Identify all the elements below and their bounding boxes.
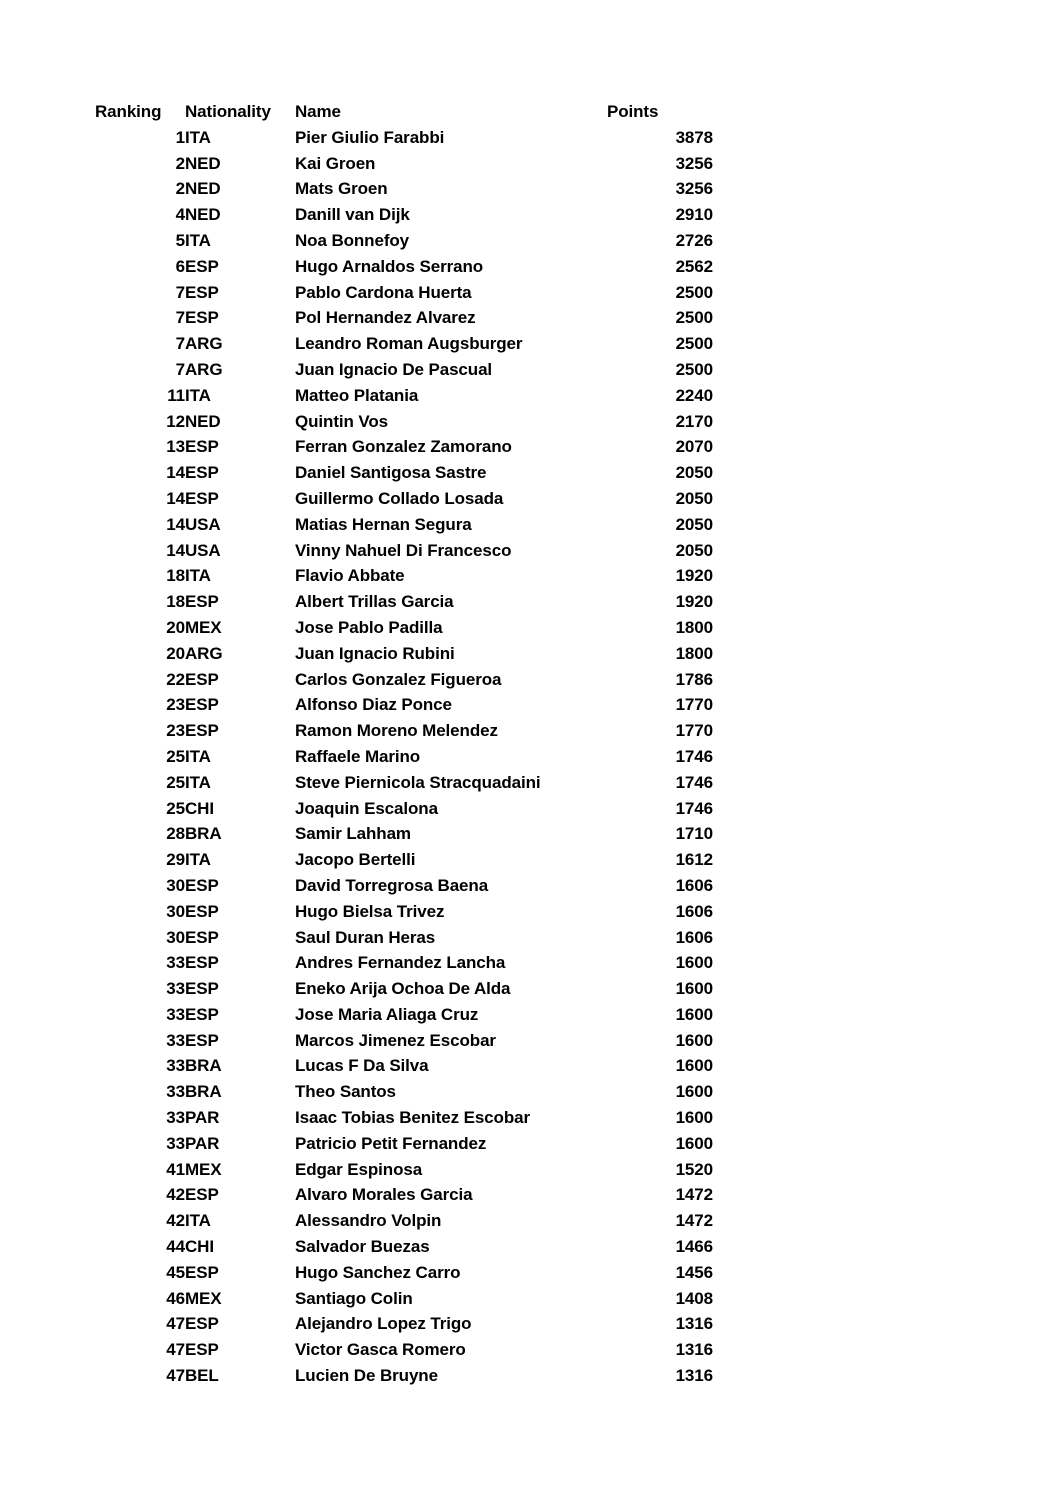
table-row — [95, 1286, 713, 1312]
cell-nationality: NED — [185, 153, 221, 173]
cell-points: 1600 — [675, 1004, 713, 1024]
cell-points: 1316 — [675, 1340, 713, 1360]
cell-nationality: ESP — [185, 1262, 219, 1282]
cell-nationality: ESP — [185, 901, 219, 921]
cell-name: Lucas F Da Silva — [295, 1056, 429, 1076]
cell-name: Alvaro Morales Garcia — [295, 1185, 473, 1205]
cell-points: 1606 — [675, 927, 713, 947]
cell-name: Hugo Sanchez Carro — [295, 1262, 461, 1282]
table-row — [95, 1002, 713, 1028]
cell-points: 1746 — [675, 798, 713, 818]
cell-name: Pol Hernandez Alvarez — [295, 308, 476, 328]
table-body — [95, 125, 713, 1389]
cell-name: Jacopo Bertelli — [295, 850, 416, 870]
cell-nationality: ESP — [185, 721, 219, 741]
cell-points: 2240 — [675, 385, 713, 405]
cell-name: Santiago Colin — [295, 1288, 413, 1308]
cell-ranking: 47 — [166, 1314, 185, 1334]
cell-ranking: 7 — [175, 334, 185, 354]
table-row — [95, 1208, 713, 1234]
cell-ranking: 28 — [166, 824, 185, 844]
cell-name: Pablo Cardona Huerta — [295, 282, 472, 302]
cell-ranking: 18 — [166, 592, 185, 612]
cell-ranking: 33 — [166, 1108, 185, 1128]
cell-ranking: 14 — [166, 540, 185, 560]
cell-nationality: MEX — [185, 1159, 222, 1179]
table-row — [95, 331, 713, 357]
cell-nationality: NED — [185, 205, 221, 225]
cell-name: Carlos Gonzalez Figueroa — [295, 669, 502, 689]
cell-ranking: 33 — [166, 1082, 185, 1102]
table-row — [95, 976, 713, 1002]
cell-points: 1316 — [675, 1314, 713, 1334]
table-row — [95, 383, 713, 409]
table-row — [95, 460, 713, 486]
cell-name: Patricio Petit Fernandez — [295, 1133, 487, 1153]
cell-name: Kai Groen — [295, 153, 376, 173]
table-row — [95, 692, 713, 718]
cell-points: 1600 — [675, 979, 713, 999]
cell-ranking: 6 — [175, 256, 185, 276]
cell-points: 1770 — [675, 695, 713, 715]
cell-nationality: BRA — [185, 1082, 222, 1102]
cell-ranking: 30 — [166, 875, 185, 895]
cell-nationality: ITA — [185, 385, 211, 405]
table-row — [95, 1311, 713, 1337]
cell-nationality: ESP — [185, 308, 219, 328]
table-row — [95, 1079, 713, 1105]
cell-ranking: 14 — [166, 488, 185, 508]
cell-points: 1606 — [675, 901, 713, 921]
table-row — [95, 563, 713, 589]
cell-nationality: BRA — [185, 824, 222, 844]
cell-name: Marcos Jimenez Escobar — [295, 1030, 496, 1050]
cell-name: Daniel Santigosa Sastre — [295, 463, 487, 483]
cell-nationality: ESP — [185, 875, 219, 895]
header-row — [95, 99, 713, 125]
cell-points: 1316 — [675, 1366, 713, 1386]
table-row — [95, 151, 713, 177]
cell-points: 2500 — [675, 334, 713, 354]
cell-nationality: ITA — [185, 566, 211, 586]
cell-nationality: USA — [185, 540, 221, 560]
table-row — [95, 615, 713, 641]
table-row — [95, 1028, 713, 1054]
table-row — [95, 1337, 713, 1363]
table-row — [95, 1053, 713, 1079]
cell-name: Matias Hernan Segura — [295, 514, 472, 534]
cell-ranking: 47 — [166, 1340, 185, 1360]
cell-points: 1600 — [675, 1082, 713, 1102]
cell-name: Theo Santos — [295, 1082, 396, 1102]
cell-points: 2050 — [675, 540, 713, 560]
cell-points: 1786 — [675, 669, 713, 689]
cell-points: 1920 — [675, 592, 713, 612]
cell-name: Alejandro Lopez Trigo — [295, 1314, 472, 1334]
table-row — [95, 486, 713, 512]
cell-ranking: 30 — [166, 901, 185, 921]
table-row — [95, 847, 713, 873]
table-row — [95, 280, 713, 306]
cell-ranking: 2 — [175, 179, 185, 199]
cell-ranking: 23 — [166, 721, 185, 741]
cell-ranking: 2 — [175, 153, 185, 173]
cell-name: Flavio Abbate — [295, 566, 405, 586]
cell-name: Samir Lahham — [295, 824, 411, 844]
cell-nationality: ESP — [185, 669, 219, 689]
table-row — [95, 538, 713, 564]
cell-name: Quintin Vos — [295, 411, 389, 431]
cell-nationality: ESP — [185, 592, 219, 612]
cell-nationality: MEX — [185, 1288, 222, 1308]
cell-nationality: ITA — [185, 127, 211, 147]
cell-nationality: BRA — [185, 1056, 222, 1076]
table-row — [95, 1131, 713, 1157]
cell-points: 3256 — [675, 153, 713, 173]
table-row — [95, 1363, 713, 1389]
cell-name: Salvador Buezas — [295, 1237, 430, 1257]
cell-points: 1710 — [675, 824, 713, 844]
cell-points: 2500 — [675, 282, 713, 302]
cell-points: 1606 — [675, 875, 713, 895]
cell-nationality: PAR — [185, 1133, 220, 1153]
table-row — [95, 176, 713, 202]
cell-points: 1770 — [675, 721, 713, 741]
cell-points: 2726 — [675, 230, 713, 250]
cell-name: Eneko Arija Ochoa De Alda — [295, 979, 511, 999]
cell-points: 2050 — [675, 514, 713, 534]
cell-points: 2500 — [675, 359, 713, 379]
cell-nationality: ITA — [185, 1211, 211, 1231]
cell-ranking: 7 — [175, 282, 185, 302]
cell-points: 2050 — [675, 463, 713, 483]
table-row — [95, 667, 713, 693]
cell-name: Victor Gasca Romero — [295, 1340, 466, 1360]
cell-name: Leandro Roman Augsburger — [295, 334, 523, 354]
cell-ranking: 42 — [166, 1185, 185, 1205]
table-row — [95, 305, 713, 331]
cell-name: Vinny Nahuel Di Francesco — [295, 540, 512, 560]
table-row — [95, 512, 713, 538]
cell-ranking: 14 — [166, 514, 185, 534]
cell-nationality: ARG — [185, 334, 223, 354]
table-row — [95, 770, 713, 796]
cell-ranking: 18 — [166, 566, 185, 586]
cell-points: 1600 — [675, 953, 713, 973]
cell-name: Jose Maria Aliaga Cruz — [295, 1004, 479, 1024]
cell-ranking: 45 — [166, 1262, 185, 1282]
cell-name: Matteo Platania — [295, 385, 419, 405]
cell-name: Alfonso Diaz Ponce — [295, 695, 452, 715]
cell-nationality: ESP — [185, 1340, 219, 1360]
table-row — [95, 744, 713, 770]
cell-points: 2070 — [675, 437, 713, 457]
cell-points: 2170 — [675, 411, 713, 431]
ranking-table — [95, 99, 713, 1389]
cell-points: 3256 — [675, 179, 713, 199]
header-ranking: Ranking — [95, 102, 162, 121]
table-row — [95, 821, 713, 847]
cell-ranking: 5 — [175, 230, 185, 250]
cell-nationality: NED — [185, 411, 221, 431]
cell-name: Alessandro Volpin — [295, 1211, 442, 1231]
cell-points: 2910 — [675, 205, 713, 225]
cell-nationality: ESP — [185, 437, 219, 457]
table-row — [95, 434, 713, 460]
table-row — [95, 589, 713, 615]
cell-points: 1612 — [675, 850, 713, 870]
cell-points: 1800 — [675, 617, 713, 637]
cell-ranking: 11 — [167, 385, 185, 405]
cell-ranking: 30 — [166, 927, 185, 947]
table-row — [95, 125, 713, 151]
cell-name: Juan Ignacio Rubini — [295, 643, 455, 663]
cell-nationality: NED — [185, 179, 221, 199]
cell-name: Isaac Tobias Benitez Escobar — [295, 1108, 530, 1128]
table-row — [95, 796, 713, 822]
cell-points: 1472 — [675, 1211, 713, 1231]
cell-ranking: 47 — [166, 1366, 185, 1386]
cell-nationality: ARG — [185, 643, 223, 663]
cell-points: 1408 — [675, 1288, 713, 1308]
cell-ranking: 33 — [166, 953, 185, 973]
table-row — [95, 950, 713, 976]
cell-nationality: CHI — [185, 798, 214, 818]
cell-nationality: ARG — [185, 359, 223, 379]
cell-ranking: 41 — [166, 1159, 185, 1179]
cell-points: 1600 — [675, 1030, 713, 1050]
cell-ranking: 14 — [166, 463, 185, 483]
cell-nationality: ITA — [185, 850, 211, 870]
cell-ranking: 25 — [166, 746, 185, 766]
cell-name: Jose Pablo Padilla — [295, 617, 443, 637]
cell-ranking: 23 — [166, 695, 185, 715]
cell-nationality: ITA — [185, 772, 211, 792]
cell-nationality: MEX — [185, 617, 222, 637]
cell-name: Pier Giulio Farabbi — [295, 127, 445, 147]
cell-name: David Torregrosa Baena — [295, 875, 489, 895]
cell-nationality: ESP — [185, 927, 219, 947]
cell-name: Saul Duran Heras — [295, 927, 436, 947]
cell-points: 2500 — [675, 308, 713, 328]
cell-points: 1920 — [675, 566, 713, 586]
table-row — [95, 899, 713, 925]
cell-points: 1600 — [675, 1133, 713, 1153]
cell-name: Ferran Gonzalez Zamorano — [295, 437, 512, 457]
cell-ranking: 42 — [166, 1211, 185, 1231]
cell-points: 1466 — [675, 1237, 713, 1257]
table-row — [95, 409, 713, 435]
table-row — [95, 718, 713, 744]
cell-nationality: ESP — [185, 953, 219, 973]
cell-points: 1600 — [675, 1056, 713, 1076]
cell-nationality: ITA — [185, 230, 211, 250]
table-row — [95, 641, 713, 667]
cell-name: Guillermo Collado Losada — [295, 488, 504, 508]
table-row — [95, 1260, 713, 1286]
cell-name: Steve Piernicola Stracquadaini — [295, 772, 541, 792]
cell-points: 2050 — [675, 488, 713, 508]
table-row — [95, 873, 713, 899]
header-name: Name — [295, 102, 341, 121]
cell-ranking: 22 — [166, 669, 185, 689]
cell-ranking: 25 — [166, 772, 185, 792]
table-row — [95, 925, 713, 951]
cell-name: Edgar Espinosa — [295, 1159, 423, 1179]
header-points: Points — [607, 102, 659, 121]
cell-nationality: ESP — [185, 282, 219, 302]
table-row — [95, 1105, 713, 1131]
cell-name: Lucien De Bruyne — [295, 1366, 438, 1386]
cell-nationality: ESP — [185, 1004, 219, 1024]
cell-name: Noa Bonnefoy — [295, 230, 410, 250]
cell-points: 1746 — [675, 746, 713, 766]
cell-ranking: 20 — [166, 643, 185, 663]
cell-ranking: 33 — [166, 1030, 185, 1050]
cell-ranking: 20 — [166, 617, 185, 637]
cell-nationality: PAR — [185, 1108, 220, 1128]
cell-name: Ramon Moreno Melendez — [295, 721, 498, 741]
cell-ranking: 44 — [166, 1237, 185, 1257]
table-row — [95, 202, 713, 228]
cell-points: 1472 — [675, 1185, 713, 1205]
cell-ranking: 33 — [166, 1133, 185, 1153]
cell-points: 1800 — [675, 643, 713, 663]
table-row — [95, 228, 713, 254]
cell-nationality: USA — [185, 514, 221, 534]
cell-name: Raffaele Marino — [295, 746, 421, 766]
cell-name: Andres Fernandez Lancha — [295, 953, 506, 973]
cell-ranking: 33 — [166, 1056, 185, 1076]
table-row — [95, 1182, 713, 1208]
cell-points: 1456 — [675, 1262, 713, 1282]
cell-ranking: 46 — [166, 1288, 185, 1308]
cell-name: Joaquin Escalona — [295, 798, 438, 818]
cell-nationality: CHI — [185, 1237, 214, 1257]
cell-ranking: 13 — [166, 437, 185, 457]
cell-ranking: 4 — [175, 205, 185, 225]
table-row — [95, 1234, 713, 1260]
cell-points: 2562 — [675, 256, 713, 276]
cell-nationality: ESP — [185, 1314, 219, 1334]
header-nationality: Nationality — [185, 102, 271, 121]
cell-nationality: ESP — [185, 1185, 219, 1205]
cell-name: Danill van Dijk — [295, 205, 410, 225]
cell-name: Mats Groen — [295, 179, 388, 199]
cell-nationality: ITA — [185, 746, 211, 766]
cell-points: 1600 — [675, 1108, 713, 1128]
cell-ranking: 12 — [166, 411, 185, 431]
cell-nationality: ESP — [185, 488, 219, 508]
cell-ranking: 7 — [175, 359, 185, 379]
cell-nationality: ESP — [185, 979, 219, 999]
cell-ranking: 7 — [175, 308, 185, 328]
cell-name: Hugo Arnaldos Serrano — [295, 256, 484, 276]
cell-points: 1520 — [675, 1159, 713, 1179]
cell-nationality: ESP — [185, 463, 219, 483]
cell-points: 1746 — [675, 772, 713, 792]
cell-name: Hugo Bielsa Trivez — [295, 901, 445, 921]
table-row — [95, 254, 713, 280]
cell-nationality: ESP — [185, 256, 219, 276]
cell-ranking: 1 — [175, 127, 185, 147]
table-row — [95, 357, 713, 383]
cell-nationality: BEL — [185, 1366, 219, 1386]
cell-nationality: ESP — [185, 1030, 219, 1050]
cell-name: Juan Ignacio De Pascual — [295, 359, 493, 379]
cell-name: Albert Trillas Garcia — [295, 592, 454, 612]
cell-nationality: ESP — [185, 695, 219, 715]
cell-points: 3878 — [675, 127, 713, 147]
cell-ranking: 25 — [166, 798, 185, 818]
document-sheet — [95, 99, 713, 1389]
table-row — [95, 1157, 713, 1183]
cell-ranking: 33 — [166, 979, 185, 999]
cell-ranking: 29 — [166, 850, 185, 870]
cell-ranking: 33 — [166, 1004, 185, 1024]
